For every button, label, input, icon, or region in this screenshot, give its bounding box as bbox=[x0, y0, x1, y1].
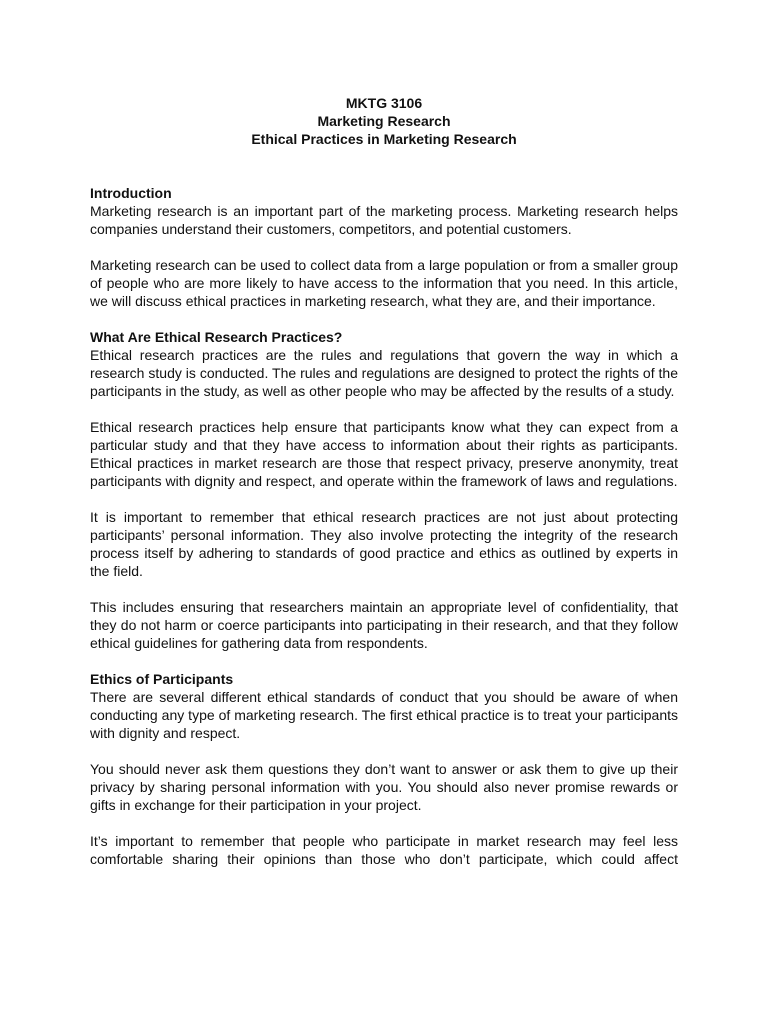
course-code: MKTG 3106 bbox=[345, 95, 423, 111]
section-ethics-of-participants bbox=[90, 670, 678, 868]
document-page bbox=[90, 94, 678, 868]
section-heading: Ethics of Participants bbox=[90, 671, 234, 687]
section-introduction bbox=[90, 184, 678, 310]
paragraph: Marketing research can be used to collect data from a large population or from a smaller group of people who are more likely to have access to the information that you need. In this article, we will discuss ethical practices in marketing research, what they are, and their importance. bbox=[90, 257, 678, 309]
section-heading: Introduction bbox=[90, 185, 172, 201]
paragraph: This includes ensuring that researchers maintain an appropriate level of confidentiality, that they do not harm or coerce participants into participating in their research, and that they follow ethical guidelines for gathering data from respondents. bbox=[90, 599, 678, 651]
course-name: Marketing Research bbox=[317, 113, 451, 129]
paragraph: Ethical research practices are the rules and regulations that govern the way in which a research study is conducted. The rules and regulations are designed to protect the rights of the participants in the study, as well as other people who may be affected by the results of a study. bbox=[90, 347, 678, 399]
paragraph: It is important to remember that ethical research practices are not just about protecting participants’ personal information. They also involve protecting the integrity of the research process itself by adhering to standards of good practice and ethics as outlined by experts in the field. bbox=[90, 509, 678, 579]
section-ethical-research-practices bbox=[90, 328, 678, 652]
paragraph: Marketing research is an important part of the marketing process. Marketing research helps companies understand their customers, competitors, and potential customers. bbox=[90, 203, 678, 237]
section-heading: What Are Ethical Research Practices? bbox=[90, 329, 343, 345]
paragraph: There are several different ethical standards of conduct that you should be aware of when conducting any type of marketing research. The first ethical practice is to treat your participants with dignity and respect. bbox=[90, 689, 678, 741]
paragraph: It’s important to remember that people who participate in market research may feel less comfortable sharing their opinions than those who don’t participate, which could affect bbox=[90, 833, 678, 867]
paragraph: Ethical research practices help ensure that participants know what they can expect from a particular study and that they have access to information about their rights as participants. Ethical practices in market research are those that respect privacy, preserve anonymity, treat participants with dignity and respect, and operate within the framework of laws and regulations. bbox=[90, 419, 678, 489]
paragraph: You should never ask them questions they don’t want to answer or ask them to give up their privacy by sharing personal information with you. You should also never promise rewards or gifts in exchange for their participation in your project. bbox=[90, 761, 678, 813]
document-title: Ethical Practices in Marketing Research bbox=[251, 131, 517, 147]
title-block bbox=[90, 94, 678, 148]
